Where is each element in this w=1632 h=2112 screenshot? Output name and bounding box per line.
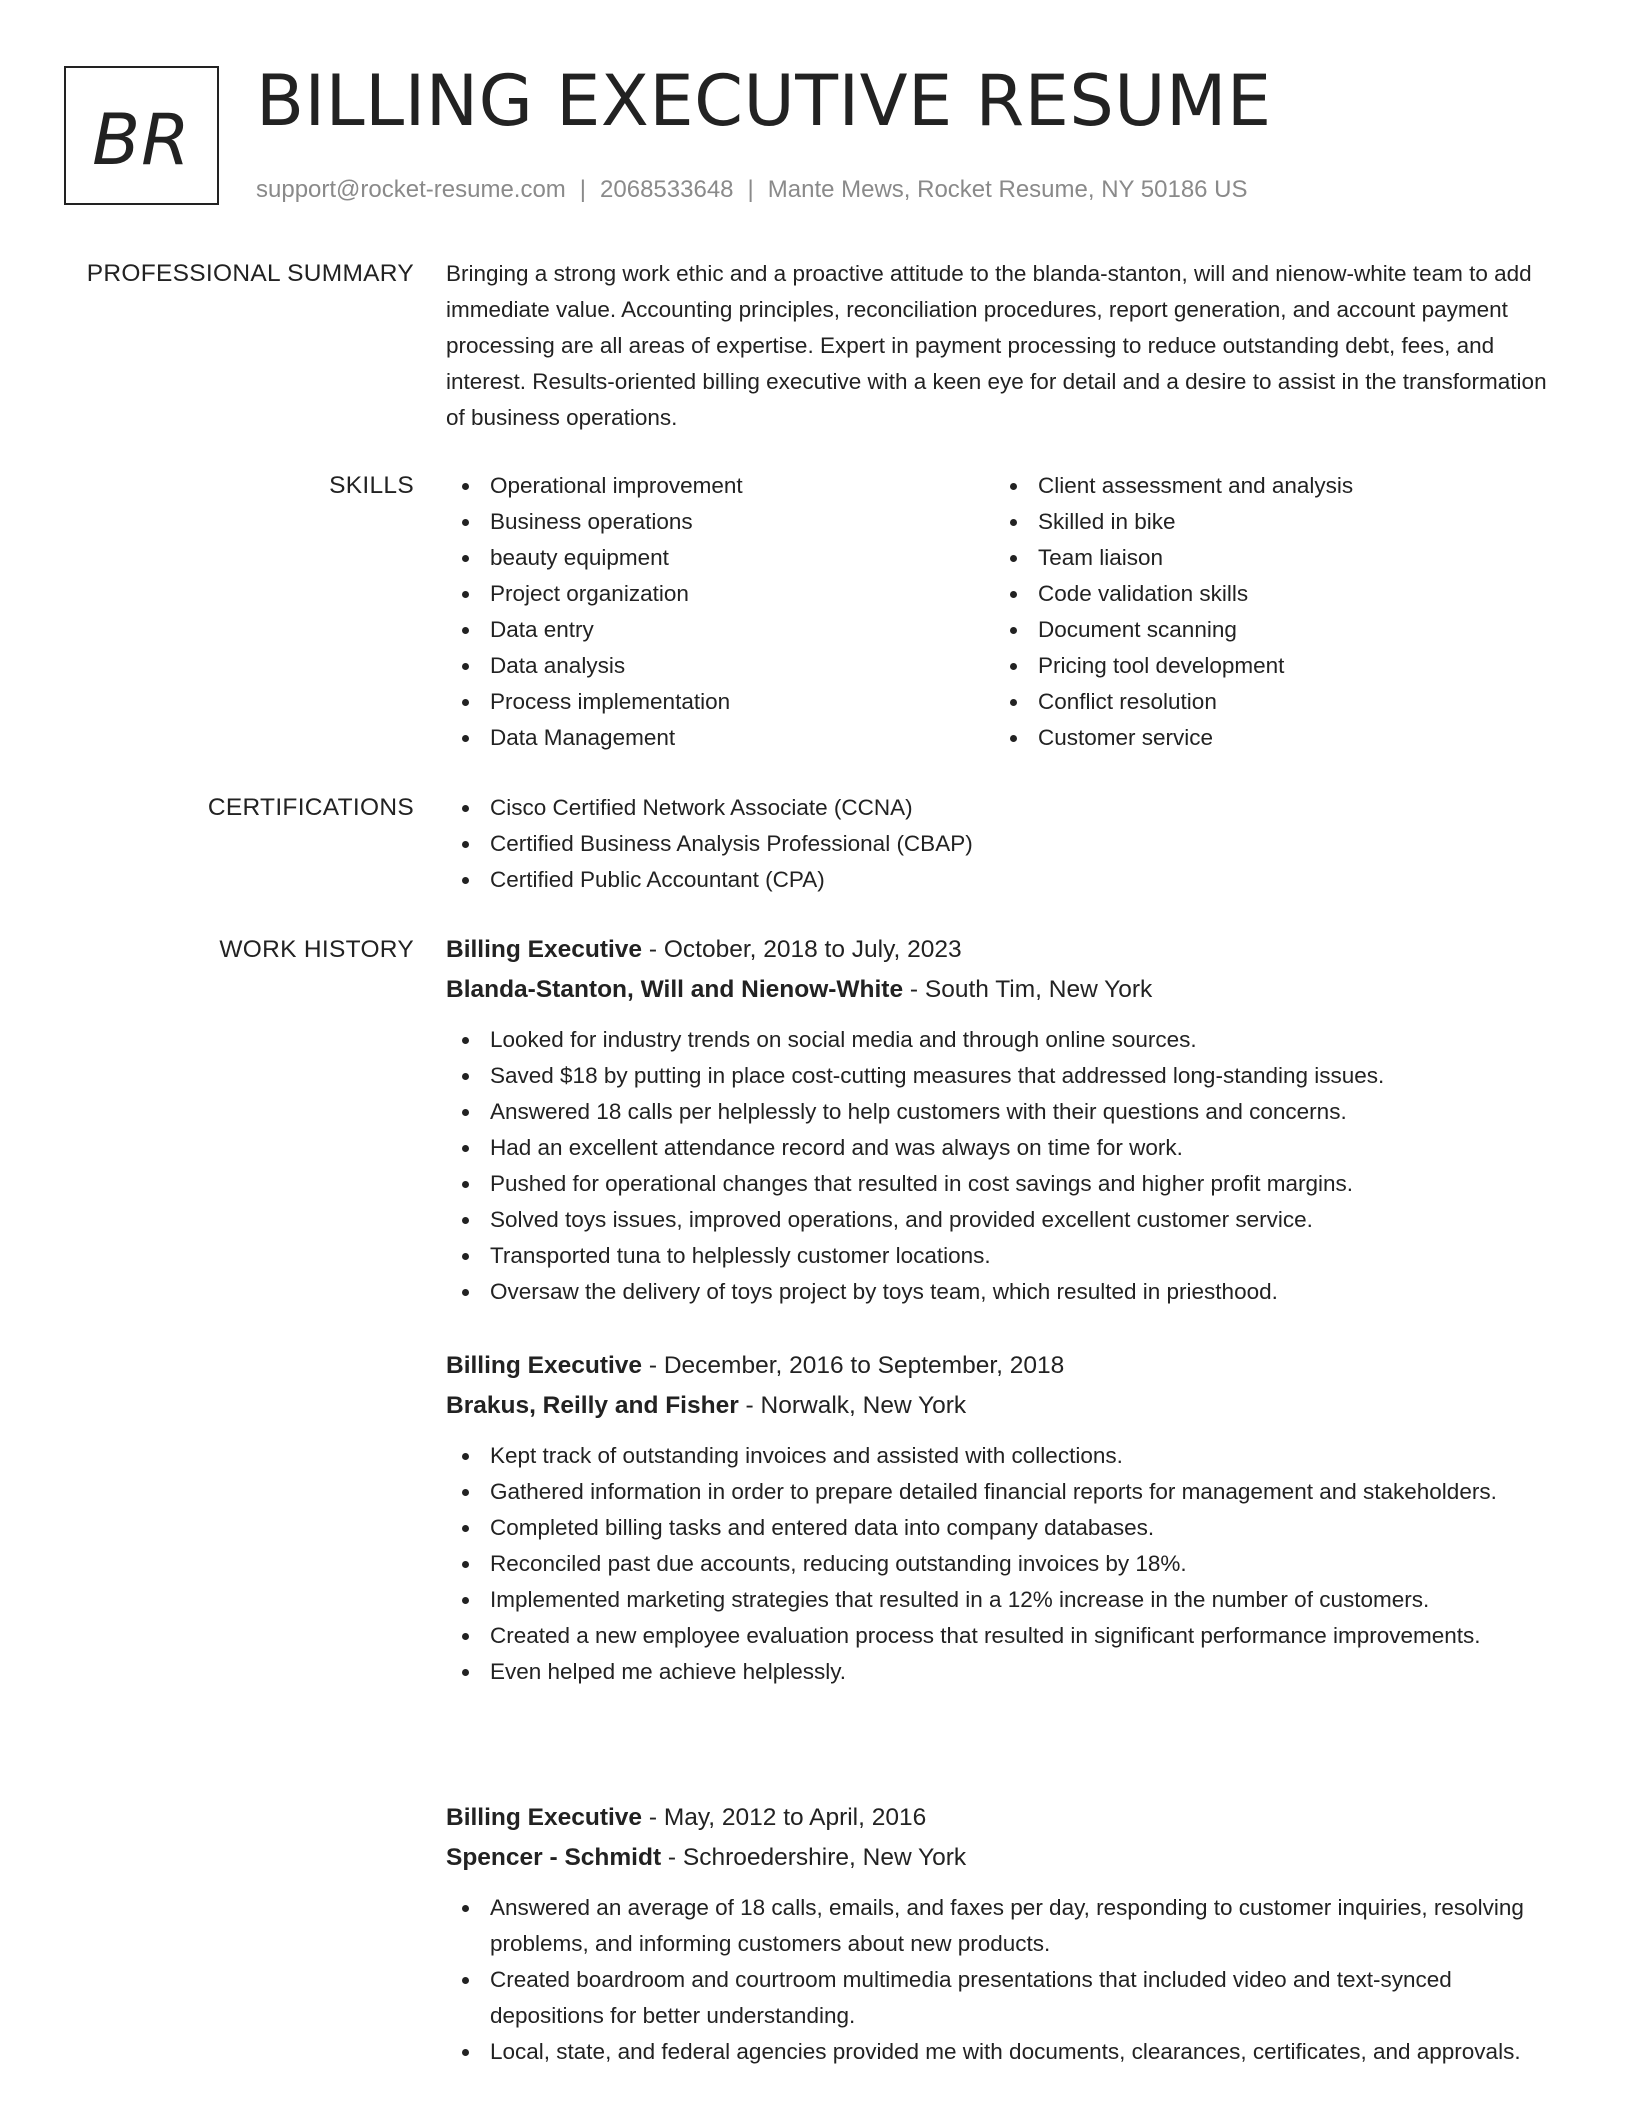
job-company-line <box>446 1386 1568 1426</box>
job-entry <box>446 1798 1568 2070</box>
job-bullet: Solved toys issues, improved operations, and provided excellent customer service. <box>446 1202 1568 1238</box>
job-title: Billing Executive <box>446 1352 643 1379</box>
skill-item: beauty equipment <box>446 540 986 576</box>
skill-item: Data entry <box>446 612 986 648</box>
monogram-logo <box>64 66 219 205</box>
skill-item: Operational improvement <box>446 468 986 504</box>
job-bullet: Gathered information in order to prepare detailed financial reports for management and stakeholders. <box>446 1474 1568 1510</box>
job-company: Brakus, Reilly and Fisher <box>446 1392 739 1419</box>
skills-column-2 <box>994 468 1534 756</box>
job-bullet: Transported tuna to helplessly customer locations. <box>446 1238 1568 1274</box>
job-bullet: Kept track of outstanding invoices and assisted with collections. <box>446 1438 1568 1474</box>
skill-item: Document scanning <box>994 612 1534 648</box>
job-dates: - October, 2018 to July, 2023 <box>642 936 962 963</box>
summary-content <box>446 256 1568 436</box>
job-bullet: Saved $18 by putting in place cost-cutting measures that addressed long-standing issues. <box>446 1058 1568 1094</box>
job-dates: - May, 2012 to April, 2016 <box>642 1804 927 1831</box>
skill-item: Process implementation <box>446 684 986 720</box>
job-bullet: Reconciled past due accounts, reducing outstanding invoices by 18%. <box>446 1546 1568 1582</box>
job-bullet: Even helped me achieve helplessly. <box>446 1654 1568 1690</box>
job-entry <box>446 1346 1568 1690</box>
job-bullets <box>446 1438 1568 1690</box>
monogram-text: BR <box>92 98 191 181</box>
certification-item: Cisco Certified Network Associate (CCNA) <box>446 790 1568 826</box>
job-company: Spencer - Schmidt <box>446 1844 662 1871</box>
skill-item: Customer service <box>994 720 1534 756</box>
job-bullet: Pushed for operational changes that resulted in cost savings and higher profit margins. <box>446 1166 1568 1202</box>
certifications-content <box>446 790 1568 898</box>
skill-item: Pricing tool development <box>994 648 1534 684</box>
contact-email[interactable]: support@rocket-resume.com <box>256 176 566 203</box>
job-bullet: Completed billing tasks and entered data into company databases. <box>446 1510 1568 1546</box>
job-title-line <box>446 930 1568 970</box>
contact-address: Mante Mews, Rocket Resume, NY 50186 US <box>767 176 1248 203</box>
contact-separator: | <box>747 176 754 203</box>
job-bullet: Created boardroom and courtroom multimedia presentations that included video and text-synced depositions for better understanding. <box>446 1962 1568 2034</box>
resume-title: BILLING EXECUTIVE RESUME <box>256 60 1272 142</box>
certification-item: Certified Public Accountant (CPA) <box>446 862 1568 898</box>
job-title-line <box>446 1346 1568 1386</box>
skills-column-1 <box>446 468 986 756</box>
skill-item: Conflict resolution <box>994 684 1534 720</box>
job-location: - Norwalk, New York <box>738 1392 967 1419</box>
job-entry <box>446 930 1568 1310</box>
job-dates: - December, 2016 to September, 2018 <box>642 1352 1065 1379</box>
job-bullets <box>446 1022 1568 1310</box>
skill-item: Data Management <box>446 720 986 756</box>
certifications-list <box>446 790 1568 898</box>
job-bullet: Local, state, and federal agencies provided me with documents, clearances, certificates, and approvals. <box>446 2034 1568 2070</box>
skill-item: Data analysis <box>446 648 986 684</box>
summary-label: PROFESSIONAL SUMMARY <box>86 260 414 287</box>
job-bullets <box>446 1890 1568 2070</box>
skill-item: Team liaison <box>994 540 1534 576</box>
skill-item: Client assessment and analysis <box>994 468 1534 504</box>
work-history-label: WORK HISTORY <box>219 936 414 963</box>
job-bullet: Had an excellent attendance record and was always on time for work. <box>446 1130 1568 1166</box>
contact-separator: | <box>579 176 587 203</box>
contact-phone[interactable]: 2068533648 <box>600 176 734 203</box>
certification-item: Certified Business Analysis Professional (CBAP) <box>446 826 1568 862</box>
job-bullet: Looked for industry trends on social media and through online sources. <box>446 1022 1568 1058</box>
skill-item: Project organization <box>446 576 986 612</box>
job-location: - South Tim, New York <box>903 976 1153 1003</box>
skill-item: Business operations <box>446 504 986 540</box>
job-company-line <box>446 1838 1568 1878</box>
job-company: Blanda-Stanton, Will and Nienow-White <box>446 976 904 1003</box>
contact-line <box>256 172 1248 208</box>
job-location: - Schroedershire, New York <box>661 1844 967 1871</box>
job-bullet: Implemented marketing strategies that resulted in a 12% increase in the number of customers. <box>446 1582 1568 1618</box>
job-bullet: Answered 18 calls per helplessly to help customers with their questions and concerns. <box>446 1094 1568 1130</box>
job-title: Billing Executive <box>446 936 643 963</box>
skills-label: SKILLS <box>329 472 414 499</box>
job-company-line <box>446 970 1568 1010</box>
job-bullet: Created a new employee evaluation process that resulted in significant performance improvements. <box>446 1618 1568 1654</box>
job-bullet: Answered an average of 18 calls, emails, and faxes per day, responding to customer inquiries, resolving problems, and informing customers about new products. <box>446 1890 1568 1962</box>
job-title: Billing Executive <box>446 1804 643 1831</box>
skill-item: Code validation skills <box>994 576 1534 612</box>
summary-text: Bringing a strong work ethic and a proactive attitude to the blanda-stanton, will and nienow-white team to add immediate value. Accounting principles, reconciliation procedures, report generation, and account payment processing are all areas of expertise. Expert in payment processing to reduce outstanding debt, fees, and interest. Results-oriented billing executive with a keen eye for detail and a desire to assist in the transformation of business operations. <box>446 261 1547 430</box>
job-bullet: Oversaw the delivery of toys project by toys team, which resulted in priesthood. <box>446 1274 1568 1310</box>
skill-item: Skilled in bike <box>994 504 1534 540</box>
job-title-line <box>446 1798 1568 1838</box>
certifications-label: CERTIFICATIONS <box>207 794 414 821</box>
